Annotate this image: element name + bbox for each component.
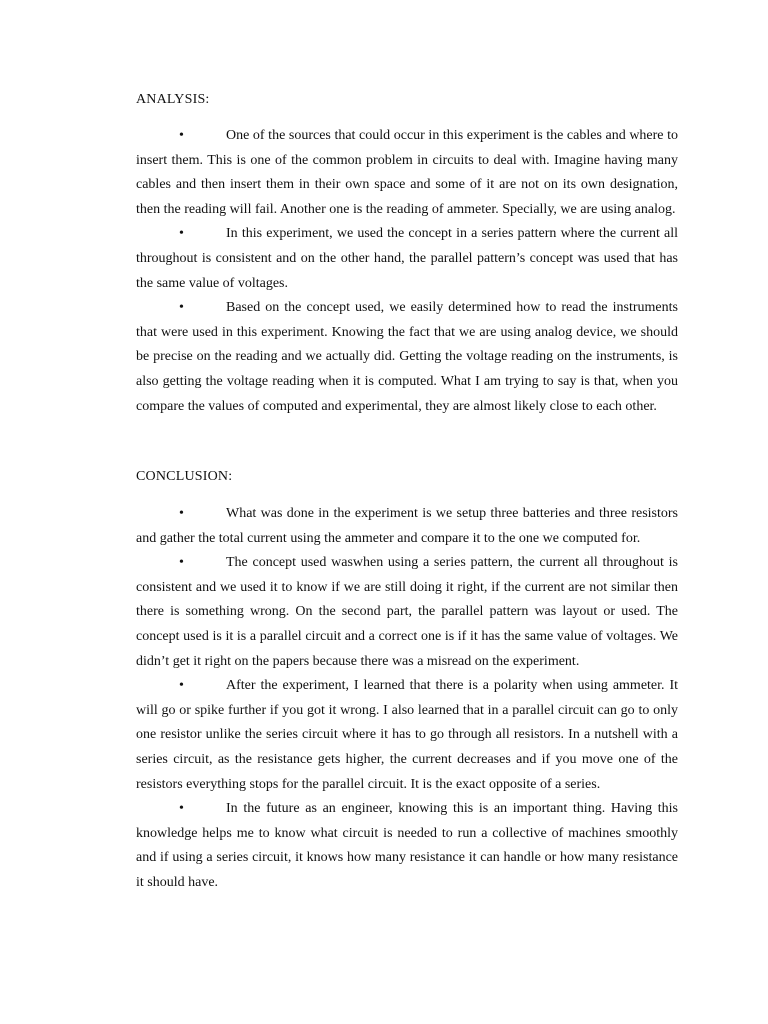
conclusion-bullet-2: • The concept used waswhen using a series pattern, the current all throughout is consistent and we used it to know if we are still doing it right, if the current are not similar then there is something wrong. On the second part, the parallel pattern was layout or used. The concept used is it is a parallel circuit and a correct one is if it has the same value of voltages. We didn’t get it right on the papers because there was a misread on the experiment.: [136, 551, 678, 674]
bullet-icon: •: [179, 128, 184, 143]
conclusion-heading: CONCLUSION:: [136, 469, 233, 484]
bullet-icon: •: [179, 506, 184, 521]
analysis-bullet-1: • One of the sources that could occur in this experiment is the cables and where to insert them. This is one of the common problem in circuits to deal with. Imagine having many cables and then insert them in their own space and some of it are not on its own designation, then the reading will fail. Another one is the reading of ammeter. Specially, we are using analog.: [136, 124, 678, 222]
bullet-icon: •: [179, 555, 184, 571]
analysis-heading: ANALYSIS:: [136, 92, 210, 107]
analysis-section: [136, 124, 678, 419]
conclusion-section: [136, 502, 678, 896]
bullet-icon: •: [179, 300, 184, 316]
analysis-bullet-3: • Based on the concept used, we easily determined how to read the instruments that were used in this experiment. Knowing the fact that we are using analog device, we should be precise on the reading and we actually did. Getting the voltage reading on the instruments, is also getting the voltage reading when it is computed. What I am trying to say is that, when you compare the values of computed and experimental, they are almost likely close to each other.: [136, 296, 678, 419]
conclusion-bullet-4: • In the future as an engineer, knowing this is an important thing. Having this knowledge helps me to know what circuit is needed to run a collective of machines smoothly and if using a series circuit, it knows how many resistance it can handle or how many resistance it should have.: [136, 797, 678, 895]
conclusion-bullet-1: • What was done in the experiment is we setup three batteries and three resistors and gather the total current using the ammeter and compare it to the one we computed for.: [136, 502, 678, 551]
bullet-icon: •: [179, 678, 184, 694]
analysis-bullet-2: • In this experiment, we used the concept in a series pattern where the current all throughout is consistent and on the other hand, the parallel pattern’s concept was used that has the same value of voltages.: [136, 222, 678, 296]
bullet-icon: •: [179, 226, 184, 242]
bullet-icon: •: [179, 801, 184, 817]
conclusion-bullet-3: • After the experiment, I learned that there is a polarity when using ammeter. It will go or spike further if you got it wrong. I also learned that in a parallel circuit can go to only one resistor unlike the series circuit where it has to go through all resistors. In a nutshell with a series circuit, as the resistance gets higher, the current decreases and if you move one of the resistors everything stops for the parallel circuit. It is the exact opposite of a series.: [136, 674, 678, 797]
